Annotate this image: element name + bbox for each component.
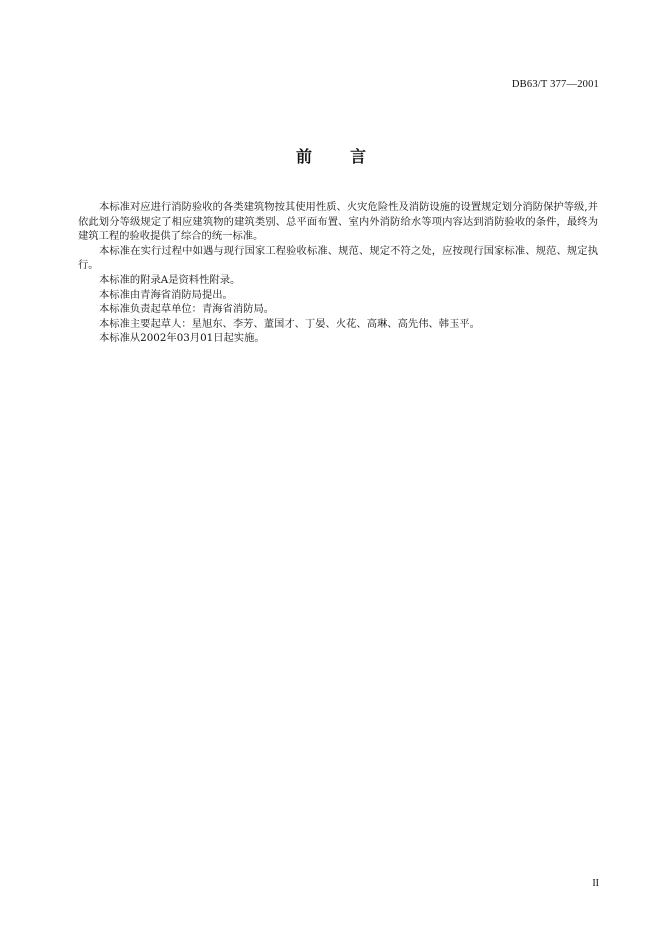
foreword-body	[78, 200, 598, 346]
title-char-1: 前	[295, 147, 312, 166]
page-title	[0, 144, 662, 167]
paragraph-effective-date: 本标准从2002年03月01日起实施。	[99, 332, 265, 345]
page-number: II	[592, 878, 599, 889]
paragraph-proposer: 本标准由青海省消防局提出。	[99, 288, 233, 301]
paragraph-appendix: 本标准的附录A是资料性附录。	[99, 273, 241, 286]
paragraph-scope: 本标准对应进行消防验收的各类建筑物按其使用性质、火灾危险性及消防设施的设置规定划分消防保护等级,并依此划分等级规定了相应建筑物的建筑类别、总平面布置、室内外消防给水等项内容达到消防验收的条件，最终为建筑工程的验收提供了综合的统一标准。	[78, 201, 598, 243]
paragraph-conflict: 本标准在实行过程中如遇与现行国家工程验收标准、规范、规定不符之处，应按现行国家标准、规范、规定执行。	[78, 244, 598, 272]
paragraph-drafters: 本标准主要起草人：星旭东、李芳、董国才、丁晏、火花、高琳、高先伟、韩玉平。	[99, 317, 480, 330]
paragraph-drafting-unit: 本标准负责起草单位：青海省消防局。	[99, 303, 275, 316]
standard-number: DB63/T 377—2001	[511, 79, 599, 90]
title-char-2: 言	[350, 147, 367, 166]
